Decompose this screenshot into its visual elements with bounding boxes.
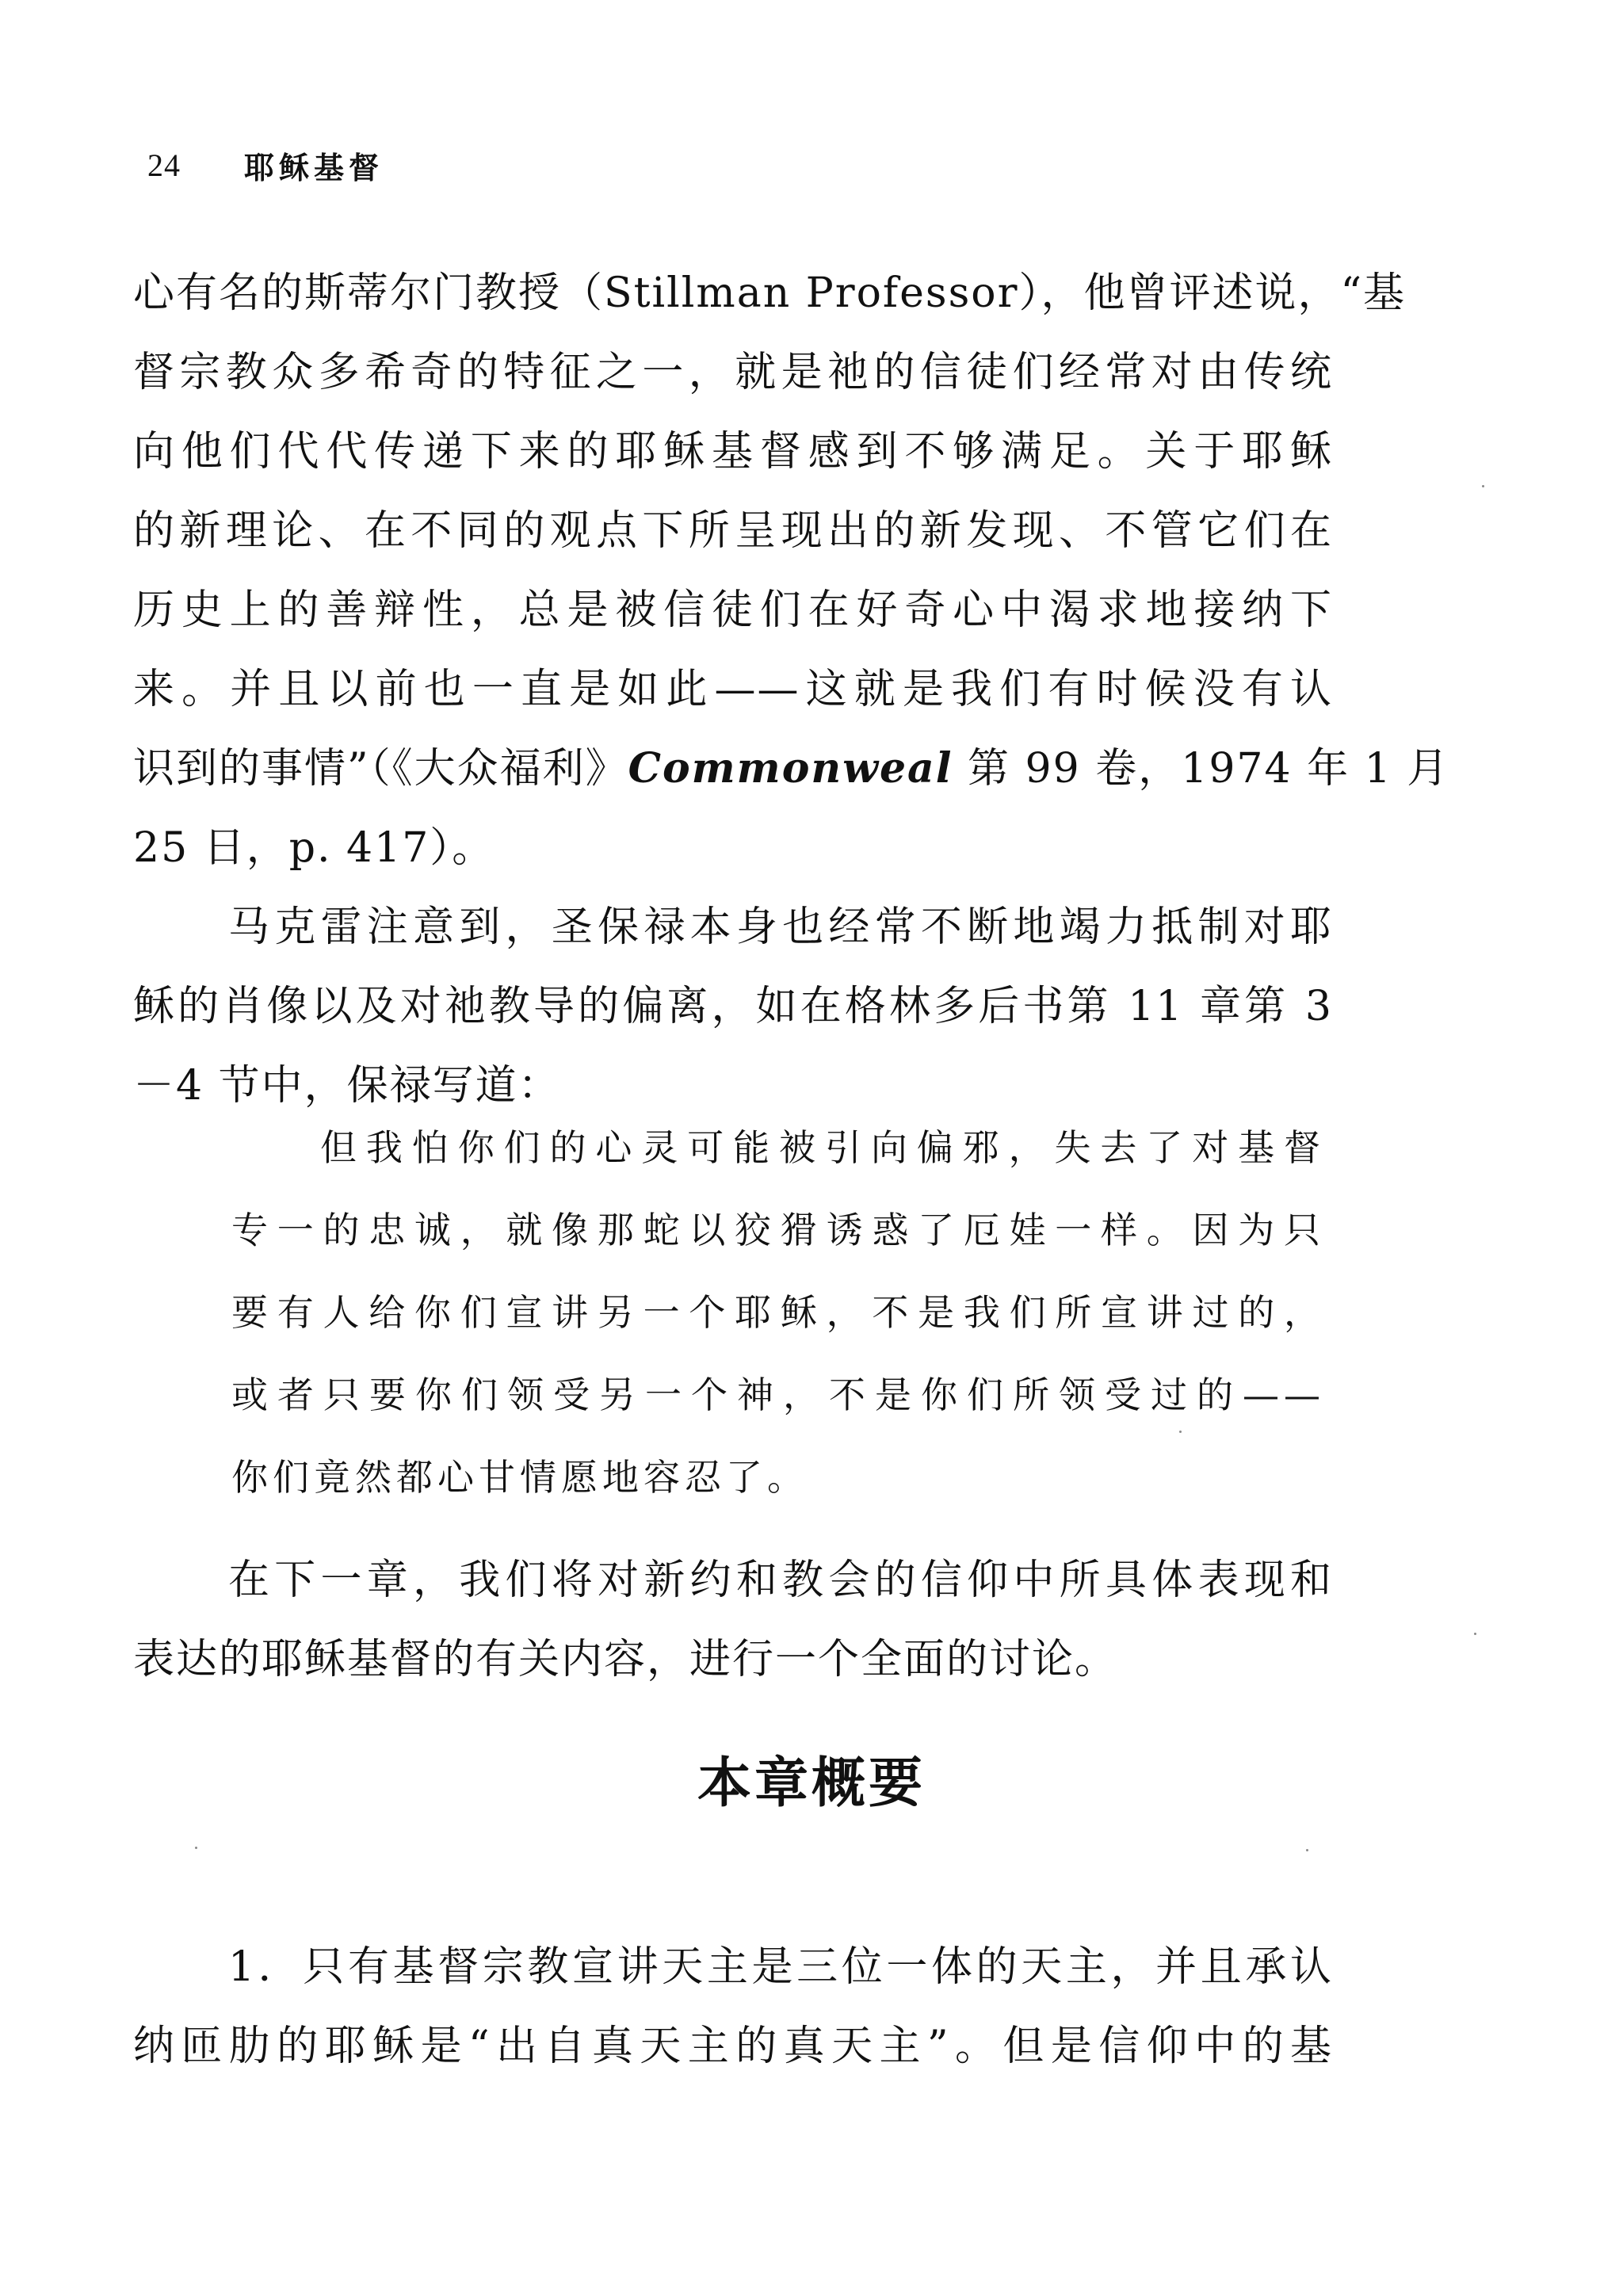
text-line: 向他们代代传递下来的耶稣基督感到不够满足。关于耶稣 xyxy=(133,428,1333,476)
text-line: 马克雷注意到，圣保禄本身也经常不断地竭力抵制对耶 xyxy=(228,904,1333,951)
paragraph-next-chapter xyxy=(133,1541,1333,1699)
text-line: 表达的耶稣基督的有关内容，进行一个全面的讨论。 xyxy=(133,1636,1118,1683)
scan-speck xyxy=(1179,1431,1182,1433)
text-line: 在下一章，我们将对新约和教会的信仰中所具体表现和 xyxy=(228,1557,1333,1604)
text-line: 历史上的善辩性，总是被信徒们在好奇心中渴求地接纳下 xyxy=(133,586,1333,634)
quote-line: 你们竟然都心甘情愿地容忍了。 xyxy=(231,1456,808,1499)
text-line: 25 日，p. 417）。 xyxy=(133,824,495,872)
citation-suffix: 第 99 卷，1974 年 1 月 xyxy=(953,745,1450,793)
quote-line: 专一的忠诚，就像那蛇以狡猾诱惑了厄娃一样。因为只 xyxy=(231,1209,1325,1251)
text-line: 的新理论、在不同的观点下所呈现出的新发现、不管它们在 xyxy=(133,507,1333,555)
text-line-with-citation xyxy=(133,729,1450,808)
summary-item-1 xyxy=(133,1927,1333,2086)
text-line: 1．只有基督宗教宣讲天主是三位一体的天主，并且承认 xyxy=(228,1943,1333,1991)
paragraph-continued xyxy=(133,254,1450,888)
citation-prefix: 识到的事情”（《大众福利》 xyxy=(133,745,628,793)
citation-title-italic: Commonweal xyxy=(628,744,953,793)
section-heading: 本章概要 xyxy=(697,1752,926,1815)
quote-line: 但我怕你们的心灵可能被引向偏邪，失去了对基督 xyxy=(320,1126,1325,1169)
scan-speck xyxy=(1474,1633,1476,1635)
text-line: 稣的肖像以及对祂教导的偏离，如在格林多后书第 11 章第 3 xyxy=(133,983,1333,1030)
paragraph-paul xyxy=(133,888,1333,1125)
text-line: 纳匝肋的耶稣是“出自真天主的真天主”。但是信仰中的基 xyxy=(133,2023,1333,2070)
block-quote xyxy=(231,1106,1325,1519)
text-line: 心有名的斯蒂尔门教授（Stillman Professor），他曾评述说，“基 xyxy=(133,269,1407,317)
page-number: 24 xyxy=(147,147,181,183)
text-line: －4 节中，保禄写道： xyxy=(133,1062,561,1110)
scan-speck xyxy=(1482,485,1484,487)
scan-speck xyxy=(195,1847,197,1849)
scan-speck xyxy=(1306,1849,1308,1851)
quote-line: 或者只要你们领受另一个神，不是你们所领受过的—— xyxy=(231,1373,1325,1416)
page-header xyxy=(147,139,384,190)
running-title: 耶稣基督 xyxy=(244,149,384,185)
quote-line: 要有人给你们宣讲另一个耶稣，不是我们所宣讲过的， xyxy=(231,1291,1325,1334)
text-line: 来。并且以前也一直是如此——这就是我们有时候没有认 xyxy=(133,666,1333,713)
text-line: 督宗教众多希奇的特征之一，就是祂的信徒们经常对由传统 xyxy=(133,349,1333,396)
